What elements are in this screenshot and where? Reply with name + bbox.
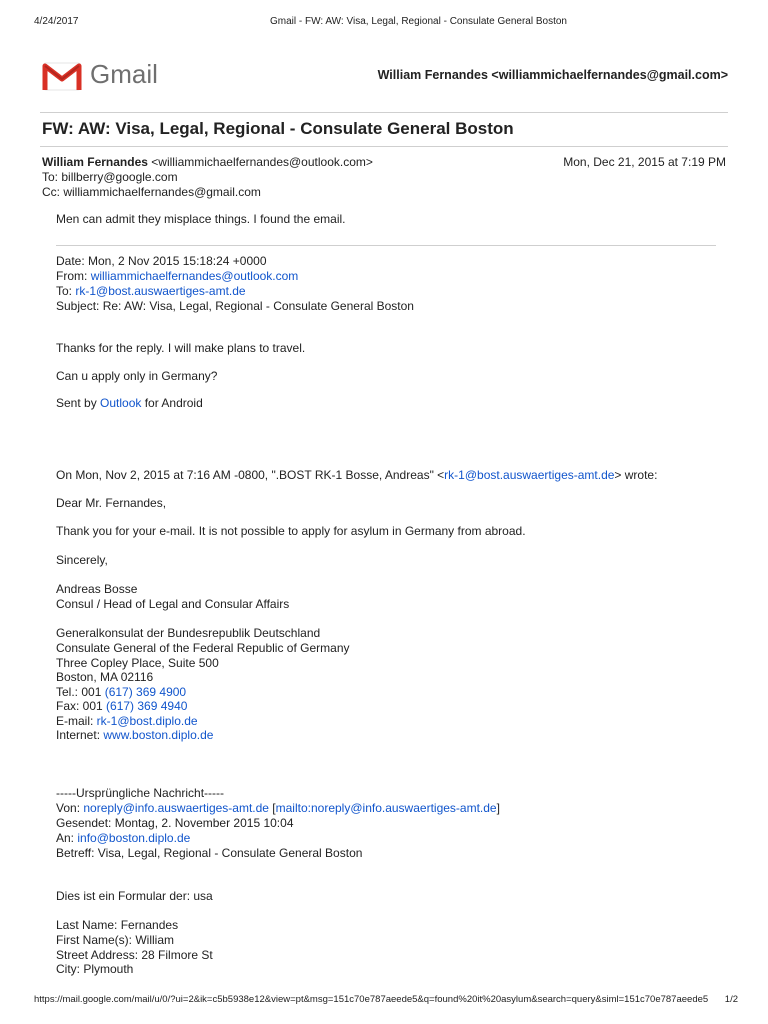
gmail-logo[interactable]	[42, 58, 164, 94]
quote-body: Thank you for your e-mail. It is not possible to apply for asylum in Germany from abroad.	[56, 524, 526, 538]
header-divider	[40, 112, 728, 113]
fax-link[interactable]: (617) 369 4940	[106, 699, 188, 713]
von-bracket-close: ]	[496, 801, 500, 815]
address-line-2: Boston, MA 02116	[56, 670, 154, 684]
von-link[interactable]: noreply@info.auswaertiges-amt.de	[83, 801, 269, 815]
account-label: William Fernandes <williammichaelfernandes@gmail.com>	[377, 68, 728, 82]
reply-line-1: Thanks for the reply. I will make plans to travel.	[56, 341, 306, 355]
fwd-to	[56, 284, 246, 298]
sig-title: Consul / Head of Legal and Consular Affairs	[56, 597, 290, 611]
print-title: Gmail - FW: AW: Visa, Legal, Regional - Consulate General Boston	[270, 16, 567, 27]
org-de: Generalkonsulat der Bundesrepublik Deutschland	[56, 626, 321, 640]
footer-page-number: 1/2	[724, 994, 738, 1005]
fwd-subject: Subject: Re: AW: Visa, Legal, Regional - Consulate General Boston	[56, 299, 414, 313]
betreff-line: Betreff: Visa, Legal, Regional - Consulate General Boston	[56, 846, 363, 860]
fwd-to-link[interactable]: rk-1@bost.auswaertiges-amt.de	[75, 284, 246, 298]
subject-divider	[40, 146, 728, 147]
fwd-date: Date: Mon, 2 Nov 2015 15:18:24 +0000	[56, 254, 267, 268]
quote-greeting: Dear Mr. Fernandes,	[56, 496, 167, 510]
von-line	[56, 801, 500, 815]
an-link[interactable]: info@boston.diplo.de	[77, 831, 191, 845]
fwd-from	[56, 269, 298, 283]
sender-name[interactable]: William Fernandes	[42, 155, 148, 169]
fax-line	[56, 699, 187, 713]
fax-prefix: Fax: 001	[56, 699, 107, 713]
email-prefix: E-mail:	[56, 714, 97, 728]
sender-email: <williammichaelfernandes@outlook.com>	[151, 155, 373, 169]
quote-header-suffix: > wrote:	[614, 468, 658, 482]
form-street: Street Address: 28 Filmore St	[56, 948, 213, 962]
internet-line	[56, 728, 213, 742]
sig-name: Andreas Bosse	[56, 582, 138, 596]
cc-line	[42, 185, 261, 200]
message-date: Mon, Dec 21, 2015 at 7:19 PM	[563, 155, 726, 169]
address-line-1: Three Copley Place, Suite 500	[56, 656, 219, 670]
quote-header-link[interactable]: rk-1@bost.auswaertiges-amt.de	[444, 468, 615, 482]
an-line	[56, 831, 190, 845]
footer-url: https://mail.google.com/mail/u/0/?ui=2&ik=c5b5938e12&view=pt&msg=151c70e787aeede5&q=found%20it%20asylum&search=query&siml=151c70e787aeede5	[34, 994, 709, 1005]
gmail-wordmark: Gmail	[90, 59, 158, 89]
original-separator: -----Ursprüngliche Nachricht-----	[56, 786, 225, 800]
sent-by-prefix: Sent by	[56, 396, 101, 410]
cc-label: Cc:	[42, 185, 60, 199]
internet-link[interactable]: www.boston.diplo.de	[103, 728, 214, 742]
to-line	[42, 170, 178, 185]
von-label: Von:	[56, 801, 84, 815]
email-link[interactable]: rk-1@bost.diplo.de	[96, 714, 198, 728]
von-bracket-open: [	[268, 801, 276, 815]
outlook-link[interactable]: Outlook	[100, 396, 142, 410]
gmail-m-icon	[42, 60, 82, 92]
an-label: An:	[56, 831, 78, 845]
to-address: billberry@google.com	[61, 170, 178, 184]
tel-line	[56, 685, 186, 699]
fwd-to-label: To:	[56, 284, 73, 298]
internet-prefix: Internet:	[56, 728, 104, 742]
quote-closing: Sincerely,	[56, 553, 108, 567]
form-city: City: Plymouth	[56, 962, 134, 976]
intro-text: Men can admit they misplace things. I found the email.	[56, 212, 346, 226]
von-mailto-link[interactable]: mailto:noreply@info.auswaertiges-amt.de	[275, 801, 497, 815]
quote-header	[56, 468, 657, 482]
email-line	[56, 714, 198, 728]
print-date: 4/24/2017	[34, 16, 79, 27]
form-last-name: Last Name: Fernandes	[56, 918, 179, 932]
org-en: Consulate General of the Federal Republic of Germany	[56, 641, 350, 655]
quote-header-prefix: On Mon, Nov 2, 2015 at 7:16 AM -0800, ".BOST RK-1 Bosse, Andreas" <	[56, 468, 445, 482]
sent-by-suffix: for Android	[141, 396, 203, 410]
sender-line	[42, 155, 373, 170]
tel-link[interactable]: (617) 369 4900	[104, 685, 187, 699]
cc-address: williammichaelfernandes@gmail.com	[63, 185, 261, 199]
form-first-name: First Name(s): William	[56, 933, 174, 947]
tel-prefix: Tel.: 001	[56, 685, 105, 699]
reply-line-2: Can u apply only in Germany?	[56, 369, 218, 383]
gesendet-line: Gesendet: Montag, 2. November 2015 10:04	[56, 816, 294, 830]
form-intro: Dies ist ein Formular der: usa	[56, 889, 213, 903]
fwd-from-link[interactable]: williammichaelfernandes@outlook.com	[90, 269, 299, 283]
sent-by-line	[56, 396, 203, 410]
to-label: To:	[42, 170, 59, 184]
fwd-from-label: From:	[56, 269, 88, 283]
thread-subject: FW: AW: Visa, Legal, Regional - Consulate General Boston	[42, 119, 514, 138]
forward-divider	[56, 245, 716, 246]
